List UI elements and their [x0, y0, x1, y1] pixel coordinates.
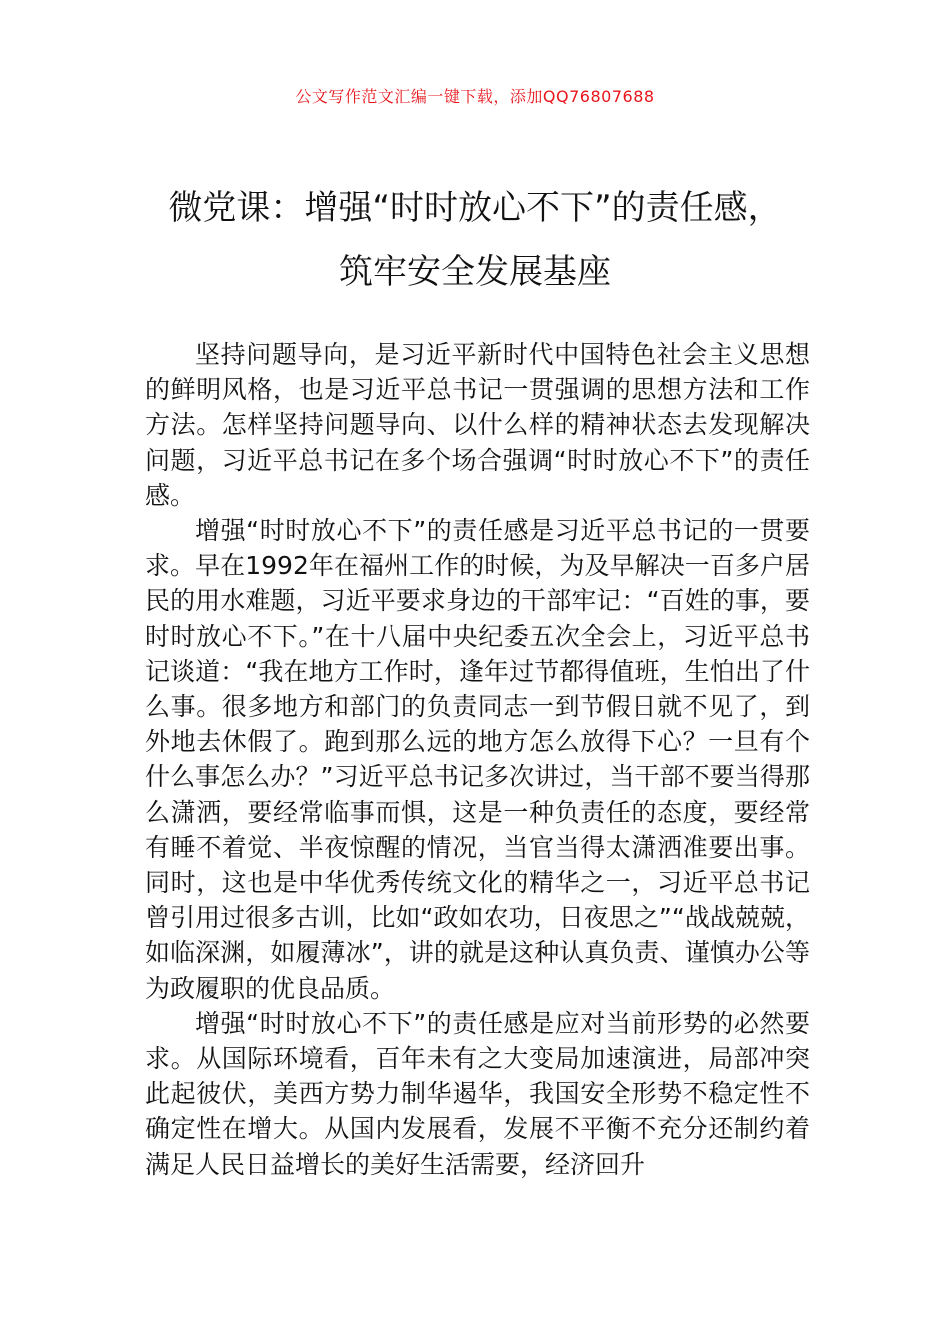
- title-line-1: 微党课：增强“时时放心不下”的责任感，: [168, 188, 782, 228]
- paragraph: 增强“时时放心不下”的责任感是习近平总书记的一贯要求。早在1992年在福州工作的时候，为及早解决一百多户居民的用水难题，习近平要求身边的干部牢记：“百姓的事，要时时放心不下。”在十八届中央纪委五次全会上，习近平总书记谈道：“我在地方工作时，逢年过节都得值班，生怕出了什么事。很多地方和部门的负责同志一到节假日就不见了，到外地去休假了。跑到那么远的地方怎么放得下心？一旦有个什么事怎么办？”习近平总书记多次讲过，当干部不要当得那么潇洒，要经常临事而惧，这是一种负责任的态度，要经常有睡不着觉、半夜惊醒的情况，当官当得太潇洒准要出事。同时，这也是中华优秀传统文化的精华之一，习近平总书记曾引用过很多古训，比如“政如农功，日夜思之”“战战兢兢，如临深渊，如履薄冰”，讲的就是这种认真负责、谨慎办公等为政履职的优良品质。: [145, 516, 810, 1003]
- paragraph: 增强“时时放心不下”的责任感是应对当前形势的必然要求。从国际环境看，百年未有之大变局加速演进，局部冲突此起彼伏，美西方势力制华遏华，我国安全形势不稳定性不确定性在增大。从国内发展看，发展不平衡不充分还制约着满足人民日益增长的美好生活需要，经济回升: [145, 1008, 810, 1179]
- title-line-2: 筑牢安全发展基座: [339, 252, 611, 292]
- document-body: [145, 337, 810, 1182]
- document-title: [100, 176, 850, 304]
- paragraph: 坚持问题导向，是习近平新时代中国特色社会主义思想的鲜明风格，也是习近平总书记一贯强调的思想方法和工作方法。怎样坚持问题导向、以什么样的精神状态去发现解决问题，习近平总书记在多个场合强调“时时放心不下”的责任感。: [145, 340, 810, 510]
- download-notice: 公文写作范文汇编一键下载，添加QQ76807688: [295, 87, 655, 106]
